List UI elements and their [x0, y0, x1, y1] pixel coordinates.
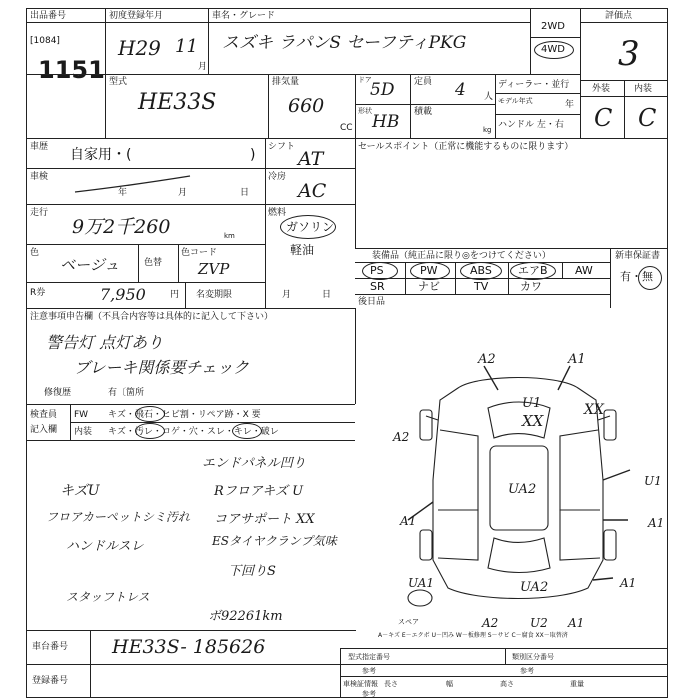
displacement-label: 排気量	[272, 77, 300, 87]
registration-no-label: 登録番号	[32, 676, 69, 686]
model-year-label: モデル年式	[498, 97, 533, 105]
capacity-value: 4	[455, 80, 466, 100]
equip-aw: AW	[575, 264, 593, 277]
cancel-date-label: 名変期限	[196, 290, 233, 300]
rating-value: 3	[618, 34, 640, 74]
diag-a2-top: A2	[478, 352, 496, 367]
diag-xx-2: XX	[584, 402, 604, 418]
history-label: 車歴	[30, 142, 49, 152]
dealer-label: ディーラー・並行	[498, 80, 570, 90]
color-code-value: ZVP	[198, 260, 230, 278]
notes-line2: ブレーキ関係要チェック	[74, 358, 249, 377]
footer-class-spec: 類別区分番号	[512, 653, 554, 661]
equipment-label: 装備品（純正品に限り◎をつけてください）	[372, 251, 551, 261]
r-ticket-label: R券	[30, 288, 46, 298]
footer-height: 高さ	[500, 680, 514, 688]
shift-value: AT	[298, 148, 324, 170]
in-scuff-circle	[232, 423, 262, 439]
footer-type-spec: 型式指定番号	[348, 653, 390, 661]
diag-a2-left: A2	[393, 430, 410, 444]
diag-a1-bot-right: A1	[620, 576, 637, 590]
remark-9: スタッフトレス	[66, 590, 150, 604]
equip-abs: ABS	[470, 264, 492, 277]
color-code-label: 色コード	[181, 248, 218, 258]
lot-number: 1151	[38, 56, 105, 84]
equip-tv: TV	[474, 280, 489, 293]
doors-label: ドア	[358, 76, 372, 84]
inspection-strike	[70, 170, 200, 200]
registration-month: 11	[175, 36, 198, 57]
shift-label: シフト	[268, 142, 296, 152]
diag-spare: スペア	[398, 618, 419, 626]
cancel-date-month: 月	[282, 290, 292, 300]
repair-value: 有〔箇所	[108, 388, 145, 398]
repair-label: 修復歴	[44, 388, 72, 398]
shape-label: 形状	[358, 107, 372, 115]
model-year-unit: 年	[565, 100, 575, 110]
model-label: 型式	[109, 77, 128, 87]
drive-4wd: 4WD	[541, 44, 565, 55]
mileage-value: 9万2千260	[72, 216, 171, 238]
in-dirt-circle	[135, 423, 165, 439]
ac-label: 冷房	[268, 172, 287, 182]
handle-label: ハンドル 左・右	[498, 120, 564, 130]
inspection-month: 月	[178, 188, 188, 198]
remark-3: Rフロアキズ U	[214, 484, 304, 499]
warranty-value: 有・無	[620, 270, 653, 283]
color-value: ベージュ	[60, 256, 120, 274]
warranty-none-circle	[638, 266, 662, 290]
exterior-value: C	[594, 104, 613, 132]
inspector-label-2: 記入欄	[30, 425, 58, 435]
footer-ref-3: 参考	[362, 690, 376, 698]
diag-a2-bot: A2	[482, 616, 499, 630]
remark-4: フロアカーペットシミ汚れ	[46, 510, 190, 524]
interior-label: 内装	[634, 84, 653, 94]
equip-leather: カワ	[520, 280, 542, 293]
in-label: 内装	[74, 427, 93, 437]
shape-value: HB	[372, 112, 400, 132]
footer-width: 幅	[446, 680, 453, 688]
remark-6: ハンドルスレ	[66, 539, 144, 554]
capacity-label: 定員	[414, 77, 433, 87]
fuel-label: 燃料	[268, 208, 287, 218]
inspection-label: 車検	[30, 172, 49, 182]
diag-ua2-bot: UA2	[520, 580, 549, 595]
footer-vehicle-info: 車検証情報	[343, 680, 378, 688]
diag-ua1: UA1	[408, 576, 435, 590]
equip-ps: PS	[370, 264, 384, 277]
warranty-label: 新車保証書	[615, 251, 661, 261]
diag-u1-right: U1	[644, 474, 662, 488]
diag-u2-bot: U2	[530, 616, 548, 630]
chassis-value: HE33S- 185626	[112, 636, 266, 658]
model-value: HE33S	[138, 90, 217, 115]
diag-legend: A－キズ E－エクボ U－凹み W－板修理 S－サビ C－腐食 XX－取替済	[378, 632, 568, 639]
drive-2wd: 2WD	[541, 21, 565, 32]
color-label: 色	[30, 248, 40, 258]
load-unit: kg	[483, 126, 492, 134]
lot-sub: [1084]	[30, 36, 60, 46]
doors-value: 5D	[370, 80, 395, 100]
registration-year: H29	[118, 36, 161, 60]
registration-label: 初度登録年月	[109, 11, 164, 21]
fuel-gasoline-circle	[280, 215, 336, 239]
fuel-diesel: 軽油	[290, 243, 315, 257]
cancel-date-day: 日	[322, 290, 332, 300]
footer-ref-1: 参考	[362, 667, 376, 675]
diag-ua2-mid: UA2	[508, 482, 537, 497]
equip-pw: PW	[420, 264, 438, 277]
load-label: 積載	[414, 107, 433, 117]
diag-a1-left: A1	[400, 514, 417, 528]
sales-point-label: セールスポイント（正常に機能するものに限ります）	[358, 142, 574, 152]
lot-label: 出品番号	[30, 11, 67, 21]
remark-7: ESタイヤクランプ気味	[212, 534, 337, 548]
r-ticket-value: 7,950	[100, 285, 146, 304]
footer-weight: 重量	[570, 680, 584, 688]
equip-sr: SR	[370, 280, 385, 293]
inspection-day: 日	[240, 188, 250, 198]
aftermarket-label: 後日品	[358, 297, 386, 307]
diag-a1-top: A1	[568, 352, 586, 367]
ac-value: AC	[298, 180, 327, 202]
registration-month-unit: 月	[198, 62, 208, 72]
capacity-unit: 人	[484, 92, 494, 102]
remark-5: コアサポート XX	[214, 512, 315, 527]
mileage-label: 走行	[30, 208, 49, 218]
rating-label: 評価点	[605, 11, 633, 21]
equip-navi: ナビ	[418, 280, 440, 293]
history-close: )	[250, 147, 256, 163]
mileage-unit: km	[224, 232, 235, 240]
remark-10: ボ92261km	[208, 609, 283, 624]
remark-2: キズU	[60, 483, 100, 499]
fw-items: キズ・飛石・ヒビ割・リペア跡・X 要	[108, 410, 261, 420]
drive-4wd-circle	[534, 41, 574, 59]
chassis-label: 車台番号	[32, 642, 69, 652]
inspector-label-1: 検査員	[30, 410, 58, 420]
r-ticket-unit: 円	[170, 290, 180, 300]
name-label: 車名・グレード	[212, 11, 276, 21]
remark-8: 下回りS	[228, 564, 276, 579]
displacement-unit: CC	[340, 123, 353, 133]
notes-label: 注意事項申告欄（不具合内容等は具体的に記入して下さい）	[30, 312, 274, 322]
fw-chip-circle	[135, 406, 165, 422]
in-items: キズ・汚レ・コゲ・穴・スレ・キレ・破レ	[108, 427, 279, 437]
notes-line1: 警告灯 点灯あり	[46, 333, 164, 352]
displacement-value: 660	[288, 95, 325, 117]
footer-ref-2: 参考	[520, 667, 534, 675]
interior-value: C	[638, 104, 657, 132]
fw-label: FW	[74, 410, 89, 420]
diag-a1-bot: A1	[568, 616, 585, 630]
fuel-gasoline: ガソリン	[286, 220, 335, 234]
color-change-label: 色替	[144, 258, 163, 268]
diag-xx-1: XX	[522, 412, 544, 430]
remark-1: エンドパネル凹り	[202, 456, 306, 471]
footer-length: 長さ	[384, 680, 398, 688]
equip-airbag: エアB	[518, 264, 548, 277]
name-value: スズキ ラパンS セーフティPKG	[222, 33, 467, 53]
diag-a1-right: A1	[648, 516, 665, 530]
diag-u1: U1	[522, 396, 542, 411]
exterior-label: 外装	[592, 84, 611, 94]
inspection-year: 年	[118, 188, 128, 198]
history-value: 自家用・(	[70, 147, 132, 163]
